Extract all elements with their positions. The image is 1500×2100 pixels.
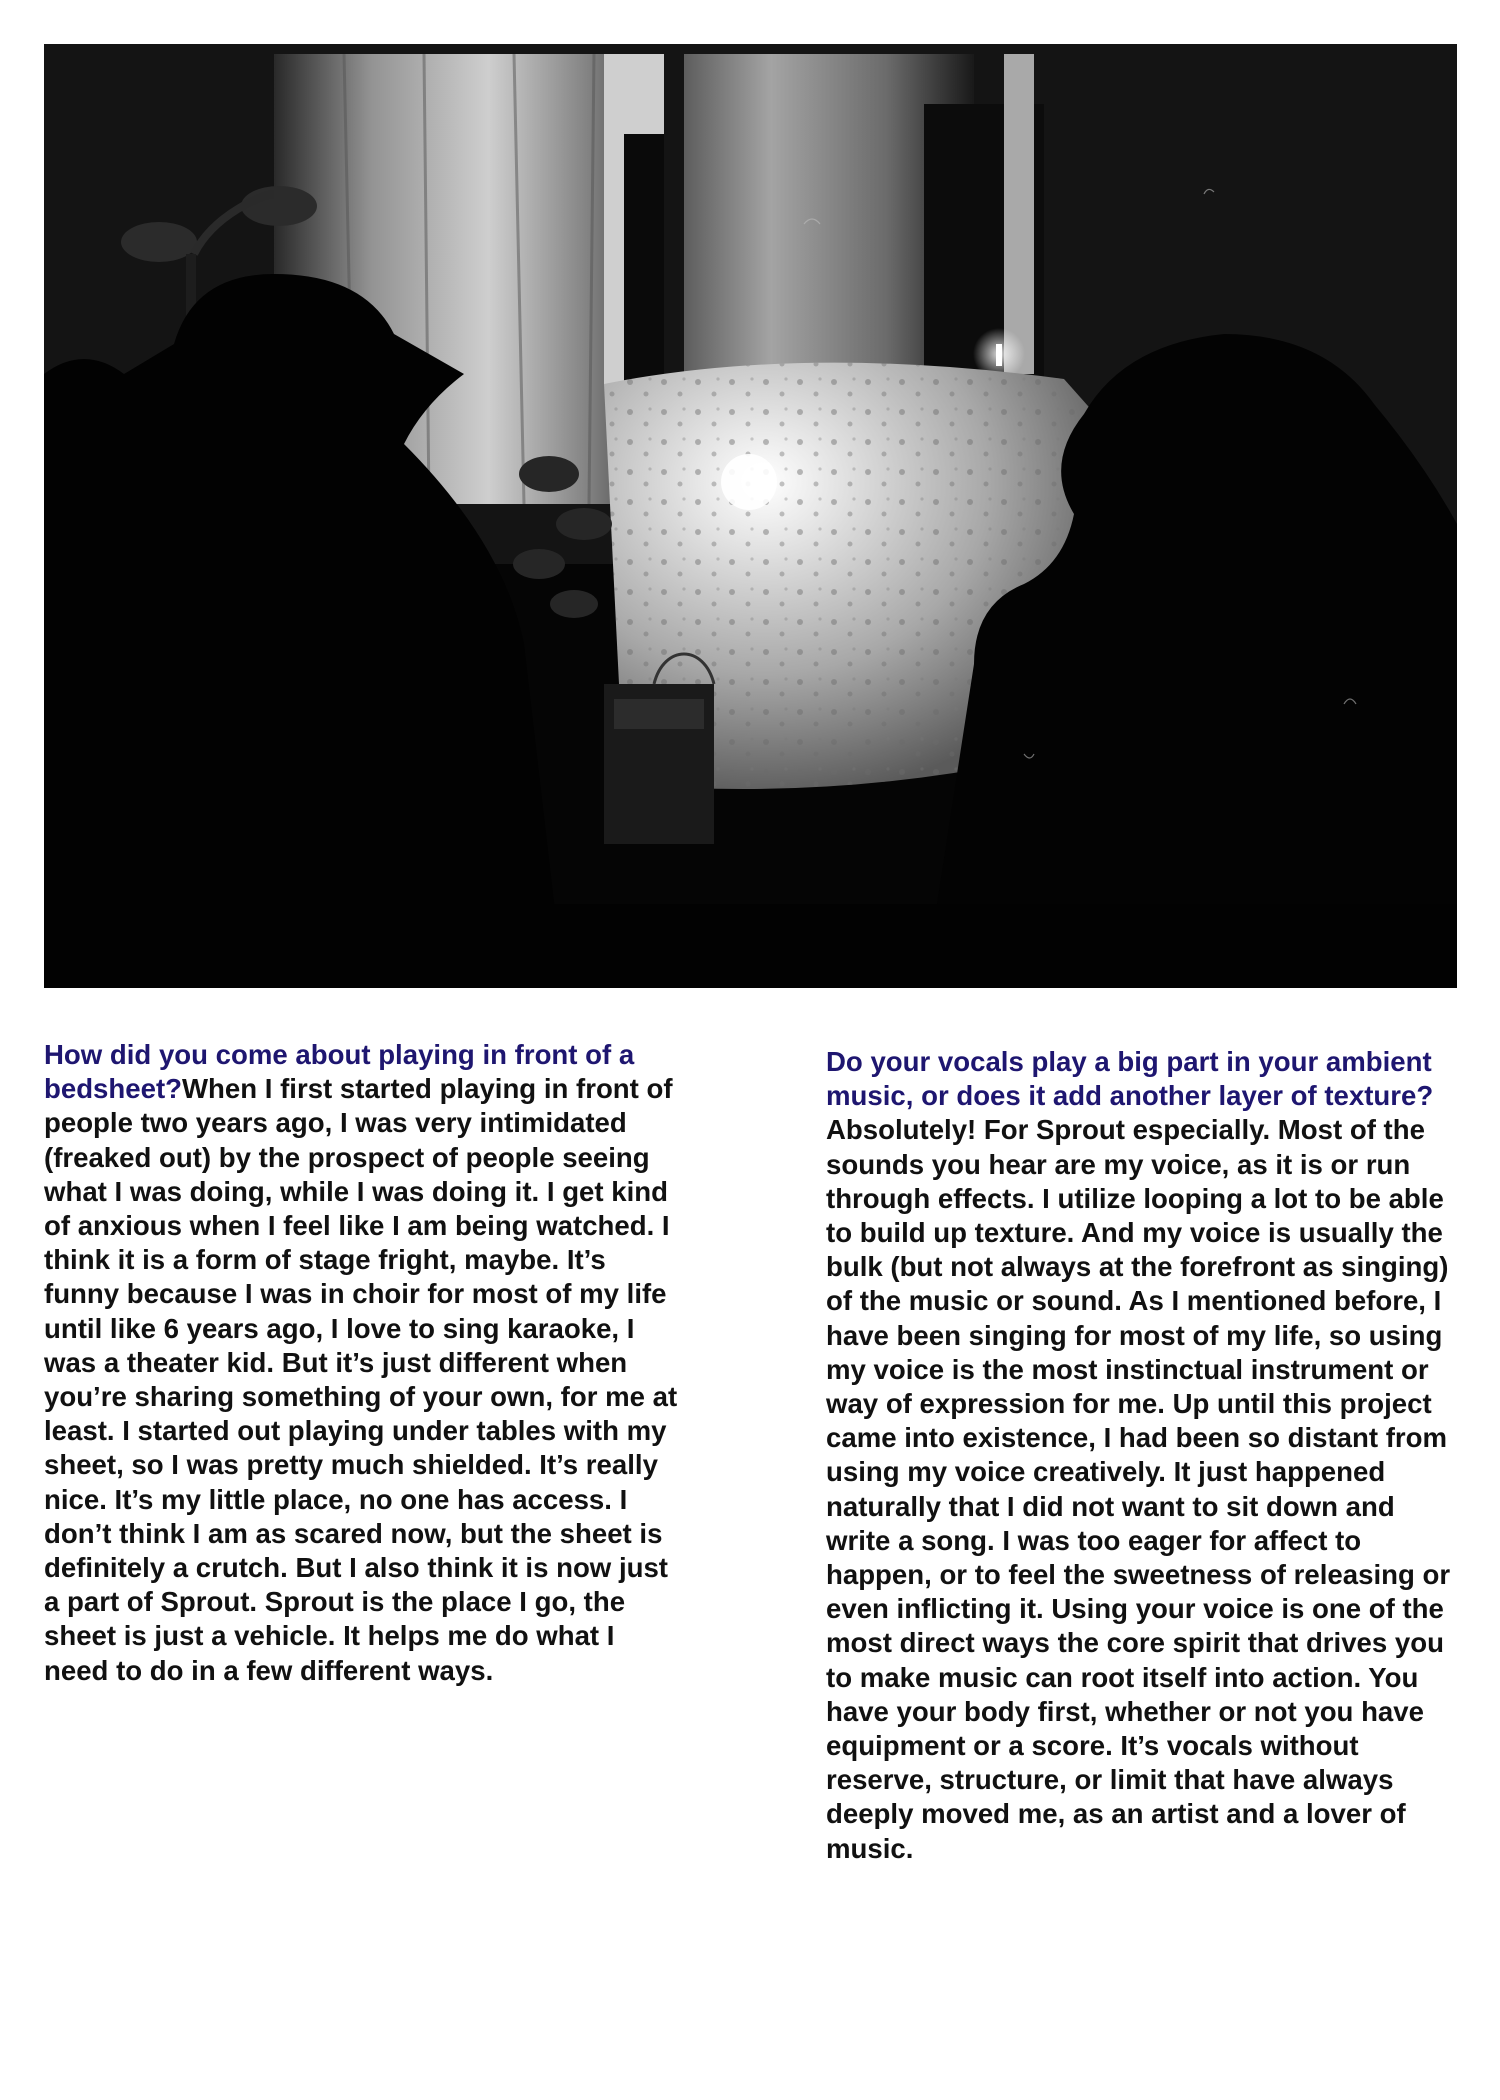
performance-photo [44,44,1457,988]
question-left: How did you come about playing in front of a bedsheet? [44,1039,635,1105]
interview-answer-left [44,1038,684,1688]
answer-right: Absolutely! For Sprout especially. Most of the sounds you hear are my voice, as it is or run through effects. I utilize looping a lot to be able to build up texture. And my voice is usually the bulk (but not always at the forefront as singing) of the music or sound. As I mentioned before, I have been singing for most of my life, so using my voice is the most instinctual instrument or way of expression for me. Up until this project came into existence, I had been so distant from using my voice creatively. It just happened naturally that I did not want to sit down and write a song. I was too eager for affect to happen, or to feel the sweetness of releasing or even inflicting it. Using your voice is one of the most direct ways the core spirit that drives you to make music can root itself into action. You have your body first, whether or not you have equipment or a score. It’s vocals without reserve, structure, or limit that have always deeply moved me, as an artist and a lover of music. [826,1114,1451,1864]
answer-left: When I first started playing in front of people two years ago, I was very intimidated (freaked out) by the prospect of people seeing what I was doing, while I was doing it. I get kind of anxious when I feel like I am being watched. I think it is a form of stage fright, maybe. It’s funny because I was in choir for most of my life until like 6 years ago, I love to sing karaoke, I was a theater kid. But it’s just different when you’re sharing something of your own, for me at least. I started out playing under tables with my sheet, so I was pretty much shielded. It’s really nice. It’s my little place, no one has access. I don’t think I am as scared now, but the sheet is definitely a crutch. But I also think it is now just a part of Sprout. Sprout is the place I go, the sheet is just a vehicle. It helps me do what I need to do in a few different ways. [44,1073,678,1686]
question-right: Do your vocals play a big part in your ambient music, or does it add another layer of texture? [826,1046,1434,1112]
interview-answer-right [826,1045,1466,1866]
performance-photo-image [44,44,1457,988]
